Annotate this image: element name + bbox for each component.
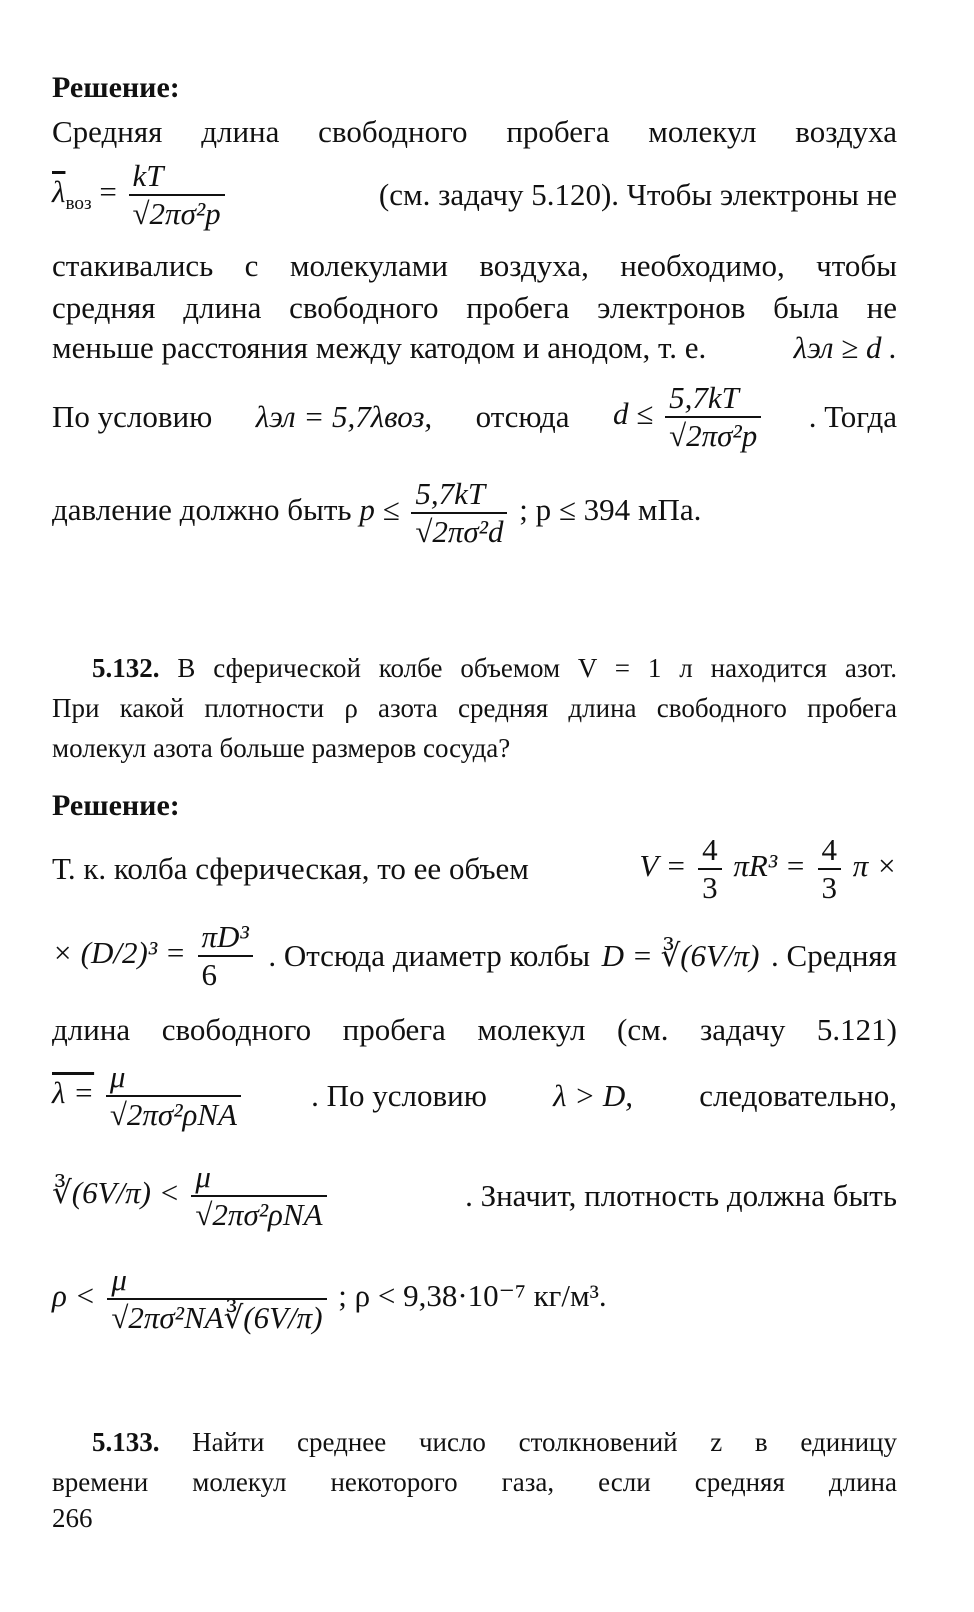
formula-line-mean-free-path-air — [52, 160, 897, 230]
text-line: стакивались с молекулами воздуха, необходимо, чтобы — [52, 248, 897, 283]
problem-5-133-line-1: 5.133. Найти среднее число столкновений z в единицу — [92, 1427, 897, 1457]
fraction: $\frac{\mu}{\text{√2πσ²ρNA}}$ — [106, 1059, 241, 1132]
solution-heading-2: Решение: — [52, 789, 180, 822]
formula-line-diameter: × (D/2)³ = $\frac{\text{πD³}}{6}$ . Отсюда диаметр колбы D = ∛(6V/π) . Средняя — [52, 919, 897, 992]
formula-line-condition-d: По условию λэл = 5,7λвоз, отсюда d ≤ $\frac{5,7kT}{\text{√2πσ²p}}$ . Тогда — [52, 380, 897, 453]
text-line: длина свободного пробега молекул (см. задачу 5.121) — [52, 1012, 897, 1047]
text-line-condition: меньше расстояния между катодом и анодом, т. е. λэл ≥ d . — [52, 328, 897, 368]
problem-text-line: времени молекул некоторого газа, если средняя длина — [52, 1467, 897, 1497]
fraction: $\frac{5,7kT}{\text{√2πσ²p}}$ — [665, 380, 761, 453]
solution-heading-1: Решение: — [52, 71, 180, 104]
problem-5-132-line-1: 5.132. В сферической колбе объемом V = 1 л находится азот. — [92, 653, 897, 683]
formula-line-lambda: λ = $\frac{\mu}{\text{√2πσ²ρNA}}$ . По условию λ > D, следовательно, — [52, 1059, 897, 1132]
fraction: $\frac{\mu}{\text{√2πσ²NA∛(6V/π)}}$ — [107, 1262, 326, 1335]
text-line: Средняя длина свободного пробега молекул воздуха — [52, 114, 897, 149]
formula-ratio: λэл = 5,7λвоз, — [255, 399, 433, 434]
page-number: 266 — [52, 1503, 93, 1533]
formula-condition: λэл ≥ d . — [793, 330, 897, 365]
fraction: $\frac{kT}{\text{√2πσ²p}}$ — [129, 158, 225, 231]
formula-line-inequality: ∛(6V/π) < $\frac{\mu}{\text{√2πσ²ρNA}}$ . Значит, плотность должна быть — [52, 1159, 897, 1232]
text-segment: (см. задачу 5.120). Чтобы электроны не — [378, 177, 897, 212]
fraction: $\frac{4}{3}$ — [698, 832, 722, 905]
formula-line-volume: Т. к. колба сферическая, то ее объем V = $\frac{4}{3}$ πR³ = $\frac{4}{3}$ π × — [52, 832, 897, 905]
problem-number: 5.133. — [92, 1427, 160, 1457]
problem-number: 5.132. — [92, 653, 160, 683]
problem-text-line: молекул азота больше размеров сосуда? — [52, 733, 511, 763]
fraction: $\frac{4}{3}$ — [818, 832, 842, 905]
problem-text-line: При какой плотности ρ азота средняя длина свободного пробега — [52, 693, 897, 723]
fraction: $\frac{\mu}{\text{√2πσ²ρNA}}$ — [191, 1159, 326, 1232]
text-line: средняя длина свободного пробега электронов была не — [52, 290, 897, 325]
formula-line-density: ρ < $\frac{\mu}{\text{√2πσ²NA∛(6V/π)}}$ ; ρ < 9,38·10⁻⁷ кг/м³. — [52, 1262, 607, 1335]
fraction: $\frac{\text{πD³}}{6}$ — [198, 919, 253, 992]
formula-diameter: D = ∛(6V/π) — [601, 938, 760, 973]
formula-line-pressure: давление должно быть p ≤ $\frac{5,7kT}{\text{√2πσ²d}}$ ; p ≤ 394 мПа. — [52, 476, 702, 549]
formula-lambda-air: $\overline{\lambda}_{воз}$ = $\frac{kT}{\text{√2πσ²p}}$ — [52, 158, 229, 231]
result-pressure: ; p ≤ 394 мПа. — [519, 491, 702, 527]
result-density: ; ρ < 9,38·10⁻⁷ кг/м³. — [338, 1277, 607, 1313]
fraction: $\frac{5,7kT}{\text{√2πσ²d}}$ — [411, 476, 507, 549]
